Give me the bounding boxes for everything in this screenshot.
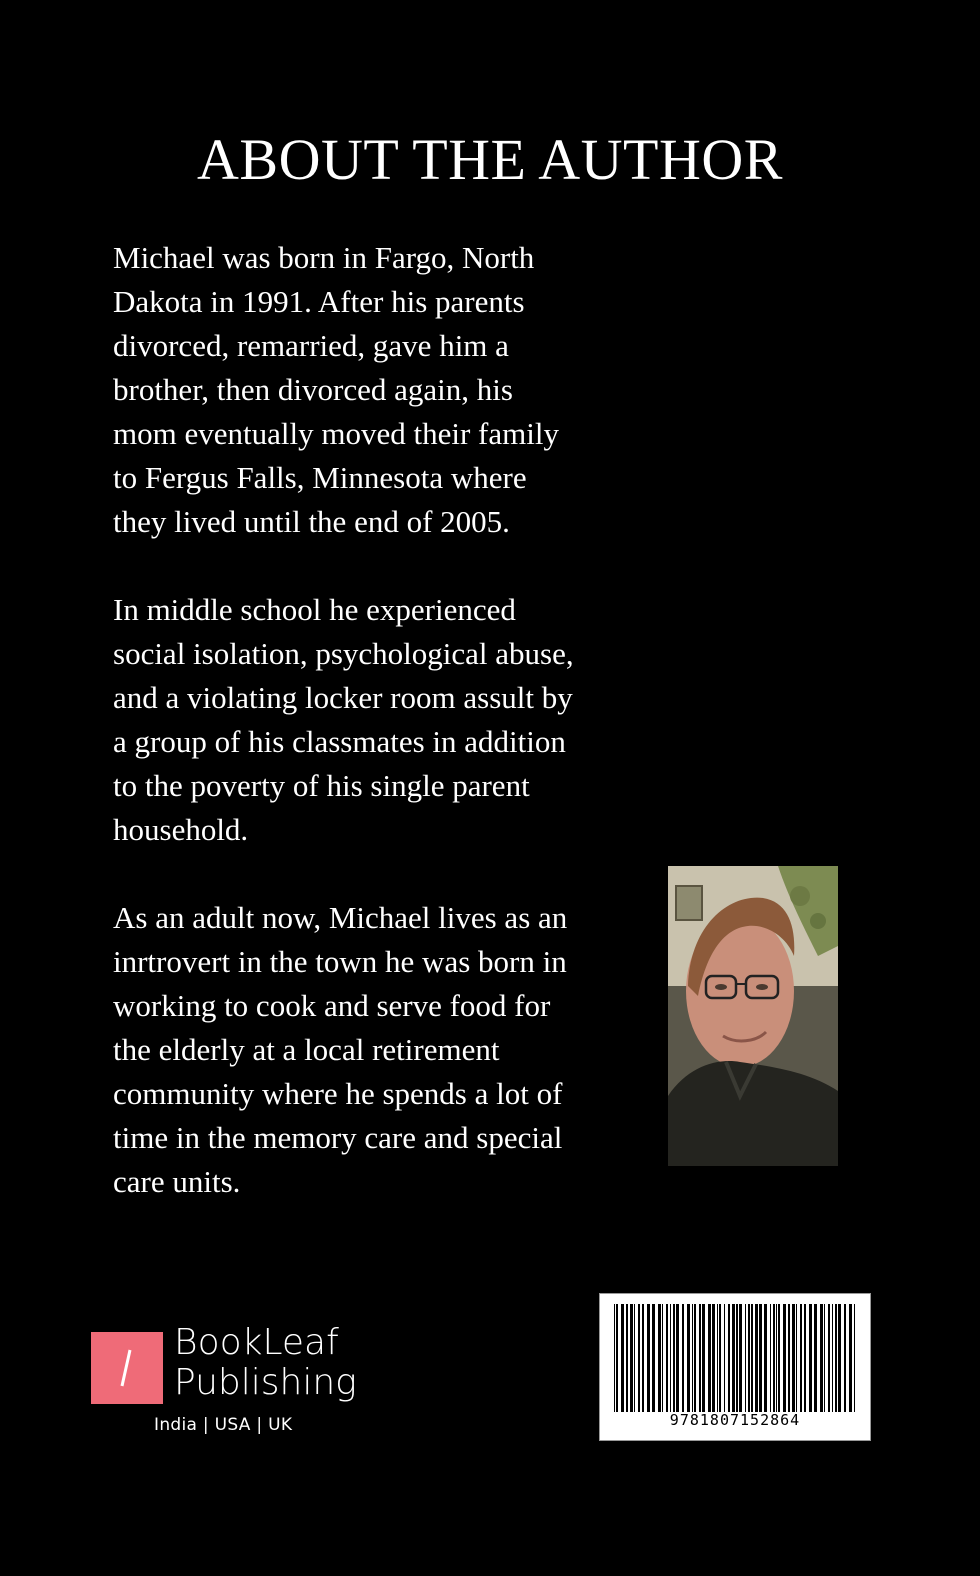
barcode-bar	[748, 1304, 750, 1412]
barcode-bar	[783, 1304, 786, 1412]
barcode-bar	[699, 1304, 701, 1412]
isbn-number: 9781807152864	[669, 1411, 801, 1429]
barcode-bar	[776, 1304, 777, 1412]
barcode-bar	[854, 1304, 855, 1412]
bio-paragraph: In middle school he experienced social isolation, psychological abuse, and a violating locker room assult by a group of his classmates in addition to the poverty of his single parent household.	[113, 592, 574, 847]
barcode-bar	[634, 1304, 635, 1412]
barcode-bar	[614, 1304, 615, 1412]
barcode-bar	[773, 1304, 775, 1412]
barcode-bar	[770, 1304, 771, 1412]
barcode-bar	[712, 1304, 715, 1412]
barcode-bar	[708, 1304, 711, 1412]
barcode-bar	[676, 1304, 679, 1412]
barcode-bar	[745, 1304, 746, 1412]
barcode-bar	[717, 1304, 718, 1412]
barcode-bar	[751, 1304, 753, 1412]
barcode-bar	[800, 1304, 802, 1412]
barcode-bar	[814, 1304, 817, 1412]
barcode-bar	[702, 1304, 705, 1412]
barcode-bar	[759, 1304, 762, 1412]
barcode-bar	[642, 1304, 644, 1412]
barcode-bar	[630, 1304, 633, 1412]
barcode-bar	[647, 1304, 650, 1412]
barcode-bar	[626, 1304, 628, 1412]
barcode-bar	[804, 1304, 806, 1412]
barcode-bar	[824, 1304, 825, 1412]
barcode-bar	[692, 1304, 693, 1412]
barcode-bar	[682, 1304, 684, 1412]
barcode-bar	[694, 1304, 696, 1412]
barcode-bar	[849, 1304, 852, 1412]
bio-paragraph: As an adult now, Michael lives as an inrtrovert in the town he was born in working to cook and serve food for the elderly at a local retirement community where he spends a lot of time in the memory care and special care units.	[113, 900, 568, 1199]
barcode-bar	[662, 1304, 663, 1412]
barcode-bar	[778, 1304, 780, 1412]
barcode-bar	[739, 1304, 742, 1412]
barcode-bar	[809, 1304, 812, 1412]
barcode-bar	[719, 1304, 721, 1412]
barcode-bar	[832, 1304, 833, 1412]
barcode-bar	[652, 1304, 655, 1412]
barcode-bar	[666, 1304, 668, 1412]
barcode-bar	[616, 1304, 618, 1412]
publisher-name-line1: BookLeaf	[174, 1322, 339, 1363]
barcode-bar	[736, 1304, 738, 1412]
barcode-bar	[792, 1304, 795, 1412]
bio-paragraph: Michael was born in Fargo, North Dakota in 1991. After his parents divorced, remarried, gave him a brother, then divorced again, his mom eventually moved their family to Fergus Falls, Minnesota where they lived until the end of 2005.	[113, 240, 559, 539]
barcode-bar	[732, 1304, 735, 1412]
barcode-bar	[724, 1304, 725, 1412]
barcode-bar	[673, 1304, 675, 1412]
barcode-bar	[820, 1304, 823, 1412]
barcode-bar	[835, 1304, 837, 1412]
barcode-bar	[838, 1304, 841, 1412]
barcode-bar	[788, 1304, 790, 1412]
barcode-bar	[828, 1304, 830, 1412]
publisher-regions: India | USA | UK	[154, 1415, 293, 1435]
publisher-name	[174, 1323, 357, 1403]
barcode-bar	[764, 1304, 767, 1412]
barcode-bar	[844, 1304, 846, 1412]
barcode-bar	[687, 1304, 690, 1412]
barcode-bar	[670, 1304, 671, 1412]
barcode-bar	[755, 1304, 758, 1412]
isbn-barcode	[599, 1293, 871, 1441]
barcode-bar	[658, 1304, 661, 1412]
barcode-bar	[621, 1304, 624, 1412]
page-title: ABOUT THE AUTHOR	[197, 127, 783, 192]
barcode-bar	[796, 1304, 797, 1412]
slash-icon	[91, 1332, 163, 1404]
publisher-name-line2: Publishing	[174, 1362, 357, 1403]
barcode-bars	[612, 1304, 860, 1412]
barcode-bar	[638, 1304, 640, 1412]
author-bio	[113, 236, 623, 1248]
author-photo	[668, 866, 838, 1166]
barcode-bar	[728, 1304, 730, 1412]
